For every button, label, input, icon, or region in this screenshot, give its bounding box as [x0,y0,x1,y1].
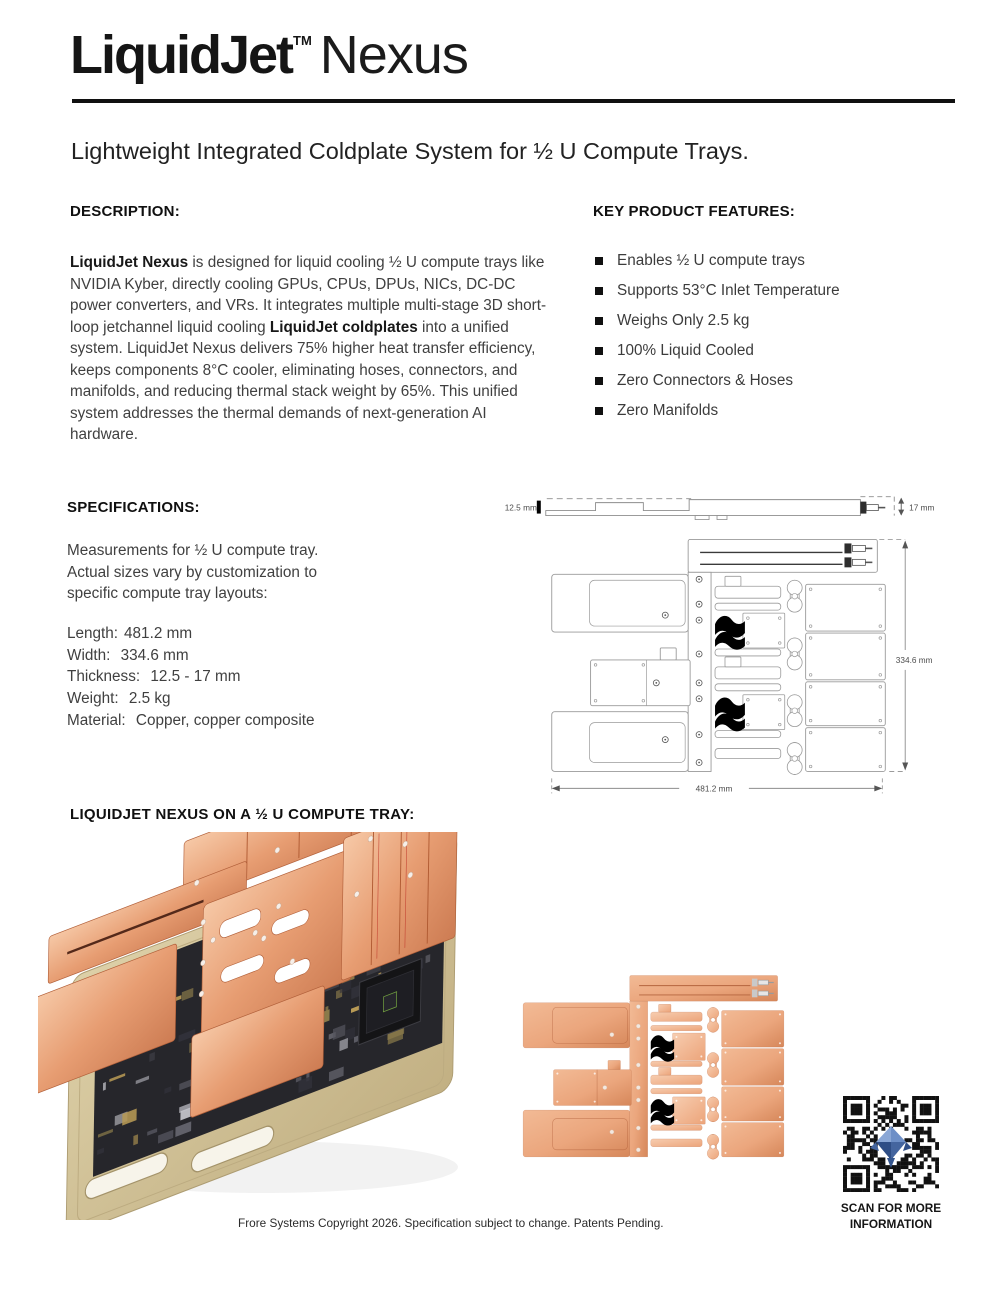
spec-row [67,710,314,732]
compute-tray-photo [38,832,480,1220]
bullet-square-icon [595,257,603,265]
header-divider [72,99,955,103]
bullet-square-icon [595,347,603,355]
spec-label: Width: [67,646,111,664]
specifications-intro [67,540,318,605]
bullet-square-icon [595,407,603,415]
specifications-heading: SPECIFICATIONS: [67,499,200,516]
technical-drawing [494,484,952,806]
dim-thickness-min-label: 12.5 mm [504,503,537,513]
feature-label: Zero Connectors & Hoses [617,372,793,389]
dim-width-label: 334.6 mm [895,655,933,665]
spec-label: Weight: [67,690,119,708]
spec-row [67,623,314,645]
spec-value: 12.5 - 17 mm [150,668,241,686]
spec-value: 481.2 mm [124,625,193,642]
feature-label: Supports 53°C Inlet Temperature [617,282,840,299]
spec-label: Length: [67,625,119,642]
description-lead-bold: LiquidJet Nexus [70,254,189,271]
qr-caption-line2: INFORMATION [849,1216,933,1231]
feature-label: Weighs Only 2.5 kg [617,312,750,329]
feature-item [595,246,840,276]
spec-value: Copper, copper composite [135,711,315,729]
specifications-list [67,623,314,732]
features-heading: KEY PRODUCT FEATURES: [593,203,795,220]
feature-item [595,396,840,426]
trademark-symbol: TM [293,33,312,48]
feature-item [595,306,840,336]
tray-section-heading: LIQUIDJET NEXUS ON A ½ U COMPUTE TRAY: [70,806,415,823]
dim-length-label: 481.2 mm [695,784,733,794]
feature-item [595,336,840,366]
bullet-square-icon [595,377,603,385]
spec-intro-line: Actual sizes vary by customization to [67,563,317,581]
spec-value: 2.5 kg [128,690,171,708]
brand-name: LiquidJet [70,25,292,85]
feature-item [595,276,840,306]
qr-caption [820,1201,962,1232]
description-body-2: into a unified system. LiquidJet Nexus delivers 75% higher heat transfer efficiency, keeps components 8°C cooler, eliminating hoses, connectors, and manifolds, and reducing thermal stack weight by 65%. This unified system addresses the thermal demands of next-generation AI hardware. [70,318,536,443]
tagline: Lightweight Integrated Coldplate System for ½ U Compute Trays. [71,138,749,164]
spec-value: 334.6 mm [120,646,189,664]
feature-label: 100% Liquid Cooled [617,342,754,359]
spec-row [67,666,314,688]
feature-label: Zero Manifolds [617,402,719,419]
product-name: Nexus [319,25,468,85]
page-title [70,24,468,86]
description-mid-bold: LiquidJet coldplates [269,318,418,336]
spec-intro-line: specific compute tray layouts: [67,585,268,602]
dim-thickness-max-label: 17 mm [909,503,935,513]
bullet-square-icon [595,317,603,325]
bullet-square-icon [595,287,603,295]
features-list [595,246,840,426]
qr-code [843,1096,939,1192]
spec-label: Thickness: [67,668,141,686]
spec-row [67,688,314,710]
description-body-1: is designed for liquid cooling ½ U compute trays like NVIDIA Kyber, directly cooling GPUs, CPUs, DPUs, NICs, DC-DC power converters, and VRs. It integrates multiple multi-stage 3D short-loop jetchannel liquid cooling [70,254,547,336]
qr-caption-line1: SCAN FOR MORE [840,1201,942,1215]
spec-intro-line: Measurements for ½ U compute tray. [67,542,319,559]
footer-text: Frore Systems Copyright 2026. Specification subject to change. Patents Pending. [238,1216,664,1230]
description-heading: DESCRIPTION: [70,203,180,220]
spec-label: Material: [67,711,126,729]
feature-item [595,366,840,396]
coldplate-assembly-photo [478,922,836,1194]
spec-row [67,645,314,667]
description-paragraph [70,252,551,446]
feature-label: Enables ½ U compute trays [617,252,805,269]
